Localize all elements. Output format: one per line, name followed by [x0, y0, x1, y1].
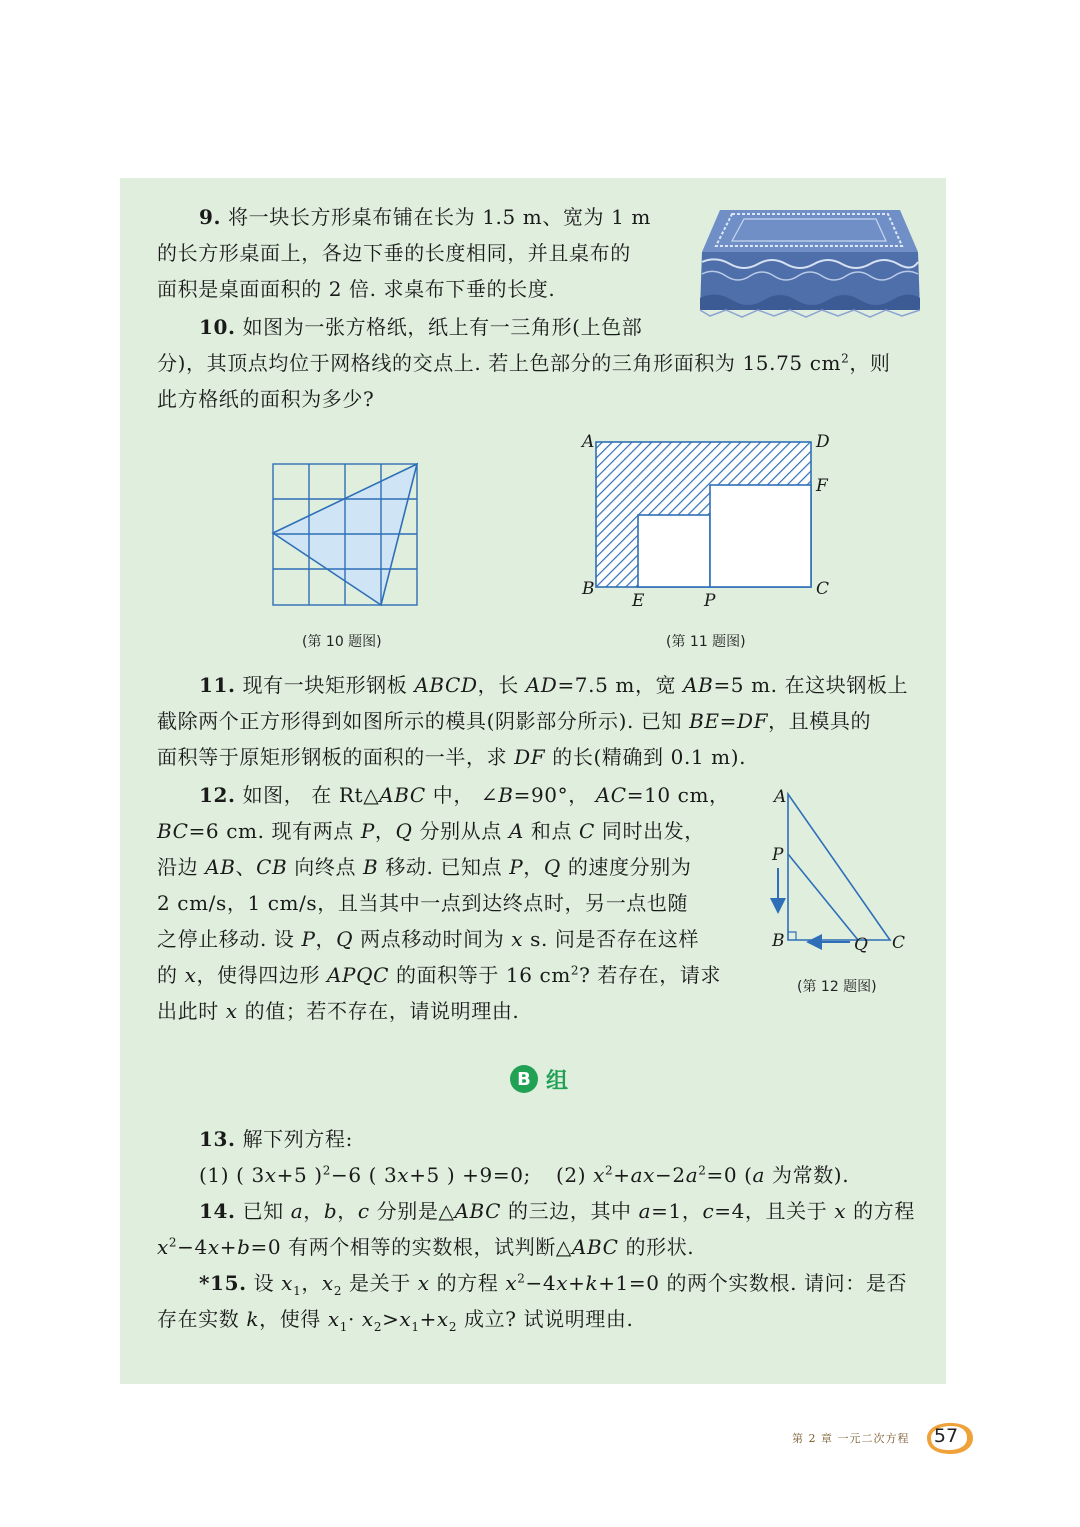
var-b: b — [237, 1235, 251, 1259]
q11-text: =7.5 m，宽 — [557, 673, 684, 697]
q15-subscript: 1 — [293, 1284, 302, 1298]
var-a: a — [685, 1163, 699, 1187]
var-B: B — [498, 783, 514, 807]
var-x: x — [264, 1163, 277, 1187]
q12-text: 中， ∠ — [425, 783, 499, 807]
q11-text: =5 m. 在这块钢板上 — [713, 673, 909, 697]
q12-text: 两点移动时间为 — [353, 927, 512, 951]
q14-text: 分别是△ — [369, 1199, 455, 1223]
var-b: b — [323, 1199, 338, 1223]
var-AB: AB — [205, 855, 236, 879]
label-P: P — [772, 845, 784, 865]
figure-11-steel-plate — [576, 428, 836, 618]
var-Q: Q — [395, 819, 413, 843]
q12-text: 和点 — [523, 819, 580, 843]
var-x: x — [321, 1271, 334, 1295]
var-ABCD: ABCD — [414, 673, 478, 697]
q14-text: 的三边，其中 — [501, 1199, 639, 1223]
var-x: x — [397, 1163, 410, 1187]
q15-text: 成立? 试说明理由. — [457, 1307, 634, 1331]
q13-superscript: 2 — [322, 1163, 331, 1178]
var-AC: AC — [595, 783, 627, 807]
var-Q: Q — [543, 855, 561, 879]
q12-text: 如图， 在 Rt△ — [242, 783, 380, 807]
q13-part1: +5 ) — [276, 1163, 323, 1187]
q10-text-line2: 分)，其顶点均位于网格线的交点上. 若上色部分的三角形面积为 15.75 cm — [157, 351, 842, 375]
q14-text: 的形状. — [618, 1235, 695, 1259]
group-b-heading — [510, 1064, 568, 1094]
var-c: c — [702, 1199, 715, 1223]
segment-PQ — [788, 854, 858, 940]
var-x: x — [834, 1199, 847, 1223]
q15-text: ， — [301, 1271, 322, 1295]
var-a: a — [290, 1199, 304, 1223]
var-P: P — [360, 819, 375, 843]
var-x: x — [327, 1307, 340, 1331]
triangle-ABC — [788, 794, 890, 940]
label-F: F — [816, 476, 828, 496]
q11-text: ，长 — [477, 673, 526, 697]
q13-part2: (2) — [556, 1163, 594, 1187]
label-B: B — [772, 931, 785, 951]
q14-text: =4，且关于 — [714, 1199, 835, 1223]
q13-superscript: 2 — [604, 1163, 614, 1178]
q12-text: 沿边 — [157, 855, 206, 879]
q12-text: 移动. 已知点 — [378, 855, 510, 879]
figure-12-triangle — [766, 782, 916, 958]
var-B: B — [363, 855, 379, 879]
group-label: 组 — [546, 1068, 569, 1094]
q11-text: ，且模具的 — [768, 709, 872, 733]
var-x: x — [556, 1271, 569, 1295]
q11-text: 面积等于原矩形钢板的面积的一半，求 — [157, 745, 515, 769]
q13-part1: (1) ( 3 — [199, 1163, 265, 1187]
page-number: 57 — [933, 1425, 959, 1447]
label-A: A — [582, 432, 595, 452]
q15-subscript: 1 — [411, 1320, 420, 1334]
q12-text: 、 — [235, 855, 257, 879]
q12-text: =6 cm. 现有两点 — [188, 819, 361, 843]
q15-subscript: 1 — [339, 1320, 348, 1334]
q12-text: ， — [523, 855, 544, 879]
q12-text: s. 问是否存在这样 — [523, 927, 700, 951]
q13-part1: +5 ) +9=0; — [409, 1163, 531, 1187]
q12-text: 的面积等于 16 cm — [389, 963, 571, 987]
label-C: C — [892, 933, 906, 953]
var-x: x — [225, 999, 238, 1023]
var-P: P — [509, 855, 524, 879]
q15-subscript: 2 — [448, 1320, 458, 1334]
right-angle-mark — [788, 932, 796, 940]
q12-text-line4: 2 cm/s，1 cm/s，且当其中一点到达终点时，另一点也随 — [157, 891, 689, 915]
q15-text: 存在实数 — [157, 1307, 247, 1331]
q12-text: ， — [315, 927, 337, 951]
var-k: k — [246, 1307, 260, 1331]
q13-number: 13. — [199, 1127, 236, 1151]
var-DF: DF — [514, 745, 546, 769]
q15-text: 设 — [246, 1271, 282, 1295]
q15-text: +1=0 的两个实数根. 请问：是否 — [598, 1271, 908, 1295]
label-A: A — [774, 787, 787, 807]
var-P: P — [301, 927, 316, 951]
q15-text: 的方程 — [429, 1271, 506, 1295]
var-x: x — [281, 1271, 294, 1295]
q11-text: 现有一块矩形钢板 — [242, 673, 415, 697]
q10-superscript: 2 — [841, 351, 850, 366]
var-x: x — [207, 1235, 220, 1259]
q9-text-line1: 将一块长方形桌布铺在长为 1.5 m、宽为 1 m — [228, 205, 651, 229]
q12-text: 之停止移动. 设 — [157, 927, 302, 951]
q15-text: · — [348, 1307, 362, 1331]
q15-text: ，使得 — [259, 1307, 328, 1331]
var-Q: Q — [336, 927, 354, 951]
q12-text: =10 cm， — [626, 783, 730, 807]
var-AB: AB — [683, 673, 714, 697]
q12-text: 的 — [157, 963, 185, 987]
q14-text: =0 有两个相等的实数根，试判断△ — [250, 1235, 572, 1259]
q12-text: 向终点 — [287, 855, 364, 879]
var-c: c — [357, 1199, 370, 1223]
q15-number: *15. — [199, 1271, 247, 1295]
var-CB: CB — [256, 855, 288, 879]
var-ABC: ABC — [571, 1235, 619, 1259]
q14-text: + — [219, 1235, 238, 1259]
q9-text-line2: 的长方形桌面上，各边下垂的长度相同，并且桌布的 — [157, 241, 631, 265]
q14-text: =1， — [651, 1199, 703, 1223]
q11-text: 的长(精确到 0.1 m). — [545, 745, 747, 769]
tablecloth-photo — [696, 206, 924, 318]
var-x: x — [361, 1307, 374, 1331]
q12-text: ? 若存在，请求 — [579, 963, 722, 987]
q12-text: ，使得四边形 — [196, 963, 328, 987]
label-P: P — [704, 591, 716, 611]
q12-text: ， — [374, 819, 396, 843]
var-APQC: APQC — [327, 963, 390, 987]
q12-text: 同时出发， — [594, 819, 705, 843]
var-x: x — [184, 963, 197, 987]
q12-text: =90°， — [513, 783, 596, 807]
q13-part2: 为常数). — [765, 1163, 850, 1187]
q14-text: −4 — [177, 1235, 208, 1259]
q14-text: ， — [303, 1199, 324, 1223]
var-x: x — [399, 1307, 412, 1331]
small-square — [638, 515, 710, 587]
q14-text: 已知 — [242, 1199, 291, 1223]
q15-subscript: 2 — [333, 1284, 343, 1298]
q11-number: 11. — [199, 673, 236, 697]
group-badge-icon: B — [510, 1065, 538, 1093]
var-x: x — [511, 927, 524, 951]
q14-text: ， — [337, 1199, 358, 1223]
q14-superscript: 2 — [168, 1235, 178, 1250]
q10-text-line2-end: ，则 — [849, 351, 891, 375]
var-ABC: ABC — [454, 1199, 502, 1223]
q11-text: = — [719, 709, 737, 733]
large-square — [710, 485, 811, 587]
q15-text: > — [382, 1307, 400, 1331]
q13-part2: −2 — [655, 1163, 686, 1187]
var-x: x — [505, 1271, 518, 1295]
q12-text: 的速度分别为 — [560, 855, 692, 879]
var-ax: ax — [630, 1163, 655, 1187]
figure-10-grid — [270, 461, 420, 609]
q10-text-line3: 此方格纸的面积为多少? — [157, 387, 375, 411]
q12-superscript: 2 — [570, 963, 580, 978]
var-BC: BC — [157, 819, 189, 843]
var-a: a — [638, 1199, 652, 1223]
var-x: x — [417, 1271, 430, 1295]
q9-text-line3: 面积是桌面面积的 2 倍. 求桌布下垂的长度. — [157, 277, 556, 301]
figure-11-caption: (第 11 题图) — [666, 634, 746, 650]
label-C: C — [816, 579, 830, 599]
figure-12-caption: (第 12 题图) — [797, 979, 877, 995]
var-a: a — [752, 1163, 766, 1187]
label-D: D — [816, 432, 830, 452]
var-C: C — [579, 819, 595, 843]
q9-number: 9. — [199, 205, 222, 229]
q12-text: 出此时 — [157, 999, 226, 1023]
q11-text: 截除两个正方形得到如图所示的模具(阴影部分所示). 已知 — [157, 709, 690, 733]
q10-number: 10. — [199, 315, 236, 339]
var-x: x — [436, 1307, 449, 1331]
q10-text-line1: 如图为一张方格纸，纸上有一三角形(上色部 — [242, 315, 643, 339]
q12-number: 12. — [199, 783, 236, 807]
q15-text: 是关于 — [342, 1271, 418, 1295]
q12-text: 的值；若不存在，请说明理由. — [237, 999, 520, 1023]
q15-superscript: 2 — [517, 1271, 526, 1286]
var-x: x — [593, 1163, 605, 1187]
q13-text: 解下列方程: — [242, 1127, 353, 1151]
figure-10-caption: (第 10 题图) — [302, 634, 382, 650]
q15-subscript: 2 — [373, 1320, 383, 1334]
var-ABC: ABC — [379, 783, 426, 807]
q13-part2: =0 ( — [706, 1163, 753, 1187]
chapter-title: 第 2 章 一元二次方程 — [792, 1432, 910, 1445]
q15-text: + — [419, 1307, 437, 1331]
q14-text: 的方程 — [846, 1199, 915, 1223]
q13-part1: −6 ( 3 — [330, 1163, 398, 1187]
q12-text: 分别从点 — [412, 819, 509, 843]
label-E: E — [632, 591, 645, 611]
label-B: B — [582, 579, 595, 599]
var-AD: AD — [525, 673, 558, 697]
q14-number: 14. — [199, 1199, 236, 1223]
var-A: A — [508, 819, 524, 843]
q13-part2: + — [613, 1163, 631, 1187]
var-x: x — [157, 1235, 169, 1259]
q13-superscript: 2 — [698, 1163, 707, 1178]
var-k: k — [585, 1271, 599, 1295]
q15-text: −4 — [525, 1271, 557, 1295]
var-DF: DF — [736, 709, 769, 733]
q15-text: + — [568, 1271, 586, 1295]
var-BE: BE — [689, 709, 720, 733]
label-Q: Q — [854, 935, 868, 955]
